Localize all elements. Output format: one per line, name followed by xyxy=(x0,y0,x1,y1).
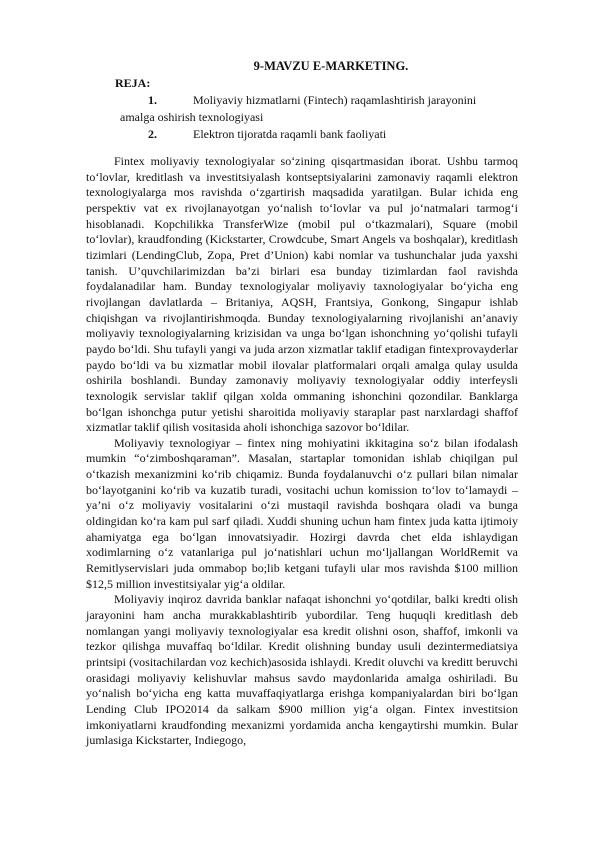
plan-heading: REJA: xyxy=(115,76,151,90)
body-paragraph: Moliyaviy texnologiyar – fintex ning mohiyatini ikkitagina so‘z bilan ifodalash mumkin “o‘zimboshqaraman”. Masalan, startaplar tomonidan ishlab chiqilgan pul o‘tkazish mexanizmini ko‘rib chiqamiz. Bunda foydalanuvchi o‘z pullari bilan nimalar bo‘layotganini ko‘rib va kuzatib turadi, vositachi uchun komission to‘lov to‘lamaydi – ya’ni o‘z moliyaviy vositalarini o‘zi mustaqil ravishda boshqara oladi va bunga oldingidan ko‘ra kam pul sarf qiladi. Xuddi shuning uchun ham fintex juda katta ijtimoiy ahamiyatga ega bo‘lgan innovatsiyadir. Hozirgi davrda chet elda ishlaydigan xodimlarning o‘z vatanlariga pul jo‘natishlari uchun mo‘ljallangan WorldRemit va Remitlyservislari juda ommabop bo;lib ketgani tufayli ular mos ravishda $100 million $12,5 million investitsiyalar yig‘a oldilar. xyxy=(86,435,518,591)
plan-item-text-continuation: amalga oshirish texnologiyasi xyxy=(120,110,264,124)
plan-item-text: Elektron tijoratda raqamli bank faoliyati xyxy=(193,127,387,141)
page-title: 9-MAVZU E-MARKETING. xyxy=(253,59,409,73)
plan-item-number: 2. xyxy=(148,127,157,141)
plan-item-text: Moliyaviy hizmatlarni (Fintech) raqamlashtirish jarayonini xyxy=(193,93,477,107)
body-paragraph: Fintex moliyaviy texnologiyalar so‘zining qisqartmasidan iborat. Ushbu tarmoq to‘lovlar, kreditlash va investitsiyalash kontseptsiyalarini zamonaviy raqamli elektron texnologiyalarga mos ravishda o‘zgartirish maqsadida yaratilgan. Bular ichida eng perspektiv vat ex rivojlanayotgan yo‘nalish to‘lovlar va pul jo‘natmalari tarmog‘i hisoblanadi. Kopchilikka TransferWize (mobil pul o‘tkazmalari), Square (mobil to‘lovlar), kraudfonding (Kickstarter, Crowdcube, Smart Angels va boshqalar), kreditlash tizimlari (LendingClub, Zopa, Pret d’Union) kabi nomlar va tushunchalar juda yaxshi tanish. U’quvchilarimizdan ba’zi birlari esa bunday tizimlardan faol ravishda foydalanadilar ham. Bunday texnologiyalar moliyaviy taxnologiyalar bo‘yicha eng rivojlangan davlatlarda – Britaniya, AQSH, Frantsiya, Gonkong, Singapur ishlab chiqishgan va rivojlantirishmoqda. Bunday texnologiyalarning rivojlanishi an’anaviy moliyaviy texnologiyalarning krizisidan va unga bo‘lgan ishonchning yo‘qolishi tufayli paydo bo‘ldi. Shu tufayli yangi va juda arzon xizmatlar taklif etadigan fintexprovayderlar paydo bo‘ldi va bu xizmatlar mobil ilovalar platformalari orqali amalga qulay usulda oshirila boshlandi. Bunday zamonaviy moliyaviy texnologiyalar oddiy interfeysli texnologik servislar taklif qilgan xolda ommaning ishonchini qozondilar. Banklarga bo‘lgan ishonchga putur yetishi sharoitida moliyaviy staraplar past narxlardagi shaffof xizmatlar taklif qilish vositasida aholi ishonchiga sazovor bo‘ldilar. xyxy=(86,154,518,435)
body-paragraph: Moliyaviy inqiroz davrida banklar nafaqat ishonchni yo‘qotdilar, balki kredti olish jarayonini ham ancha murakkablashtirib yubordilar. Teng huquqli kreditlash deb nomlangan yangi moliyaviy texnologiyalar esa kredit olishni oson, shaffof, imkonli va tezkor qilishga muvaffaq bo‘ldilar. Kredit olishning bunday usuli dezintermediatsiya printsipi (vositachilardan voz kechich)asosida ishlaydi. Kredit oluvchi va kreditt beruvchi orasidagi moliyaviy kelishuvlar mahsus savdo maydonlarida amalga oshiriladi. Bu yo‘nalish bo‘yicha eng katta muvaffaqiyatlarga erishga kompaniyalardan biri bo‘lgan Lending Club IPO2014 da salkam $900 million yig‘a olgan. Fintex investitsion imkoniyatlarni kraudfonding mexanizmi yordamida ancha kengaytirshi mumkin. Bular jumlasiga Kickstarter, Indiegogo, xyxy=(86,592,518,748)
document-body xyxy=(86,154,518,749)
plan-item-number: 1. xyxy=(148,93,157,107)
